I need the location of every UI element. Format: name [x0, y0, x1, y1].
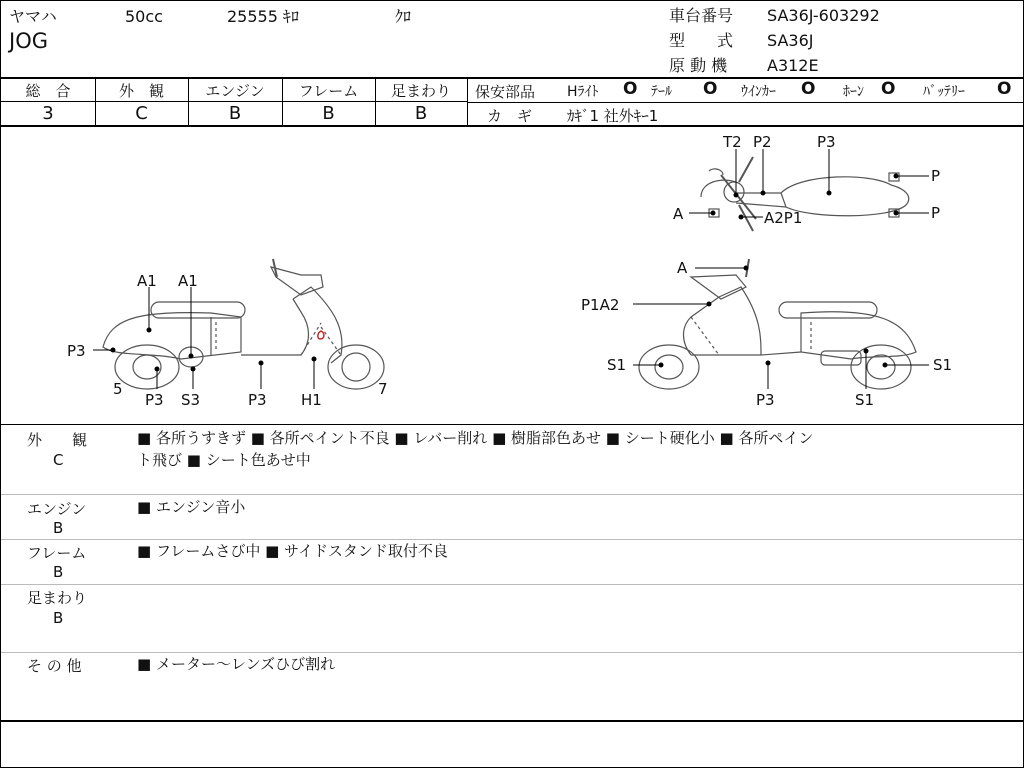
model-name: JOG — [9, 29, 48, 53]
divider — [467, 102, 1023, 103]
horn-label: ﾎｰﾝ — [843, 84, 864, 100]
safety-label: 保安部品 — [475, 83, 536, 101]
overall-label: 総 合 — [25, 82, 71, 100]
exterior-remark-line1: ■ 各所うすきず ■ 各所ペイント不良 ■ レバー削れ ■ 樹脂部色あせ ■ シート硬化小 ■ 各所ペイン — [137, 429, 814, 447]
frame-no-label: 車台番号 — [669, 6, 734, 25]
frame-no: SA36J-603292 — [767, 6, 880, 25]
taillight-label: ﾃｰﾙ — [651, 84, 672, 100]
diagram-label: S1 — [855, 391, 875, 409]
maker: ヤマハ — [9, 7, 57, 26]
color: ｸﾛ — [395, 7, 412, 26]
suspension-section-grade: B — [53, 609, 64, 627]
diagram-label: A1 — [178, 272, 198, 290]
frame-label: フレーム — [298, 82, 359, 100]
headlight-status: O — [623, 79, 638, 99]
key-value: ｶｷﾞ1 社外ｷｰ1 — [567, 107, 659, 125]
battery-status: O — [997, 79, 1012, 99]
engine-model: A312E — [767, 56, 819, 75]
displacement: 50cc — [125, 7, 163, 26]
engine-remark-line1: ■ エンジン音小 — [137, 498, 246, 516]
other-remark-line1: ■ メーター～レンズひび割れ — [137, 655, 336, 673]
divider — [1, 101, 467, 102]
mileage: 25555 ｷﾛ — [227, 7, 299, 26]
exterior-section-title: 外 観 — [27, 431, 88, 449]
suspension-grade: B — [414, 103, 428, 124]
engine-grade: B — [228, 103, 242, 124]
engine-section-title: エンジン — [27, 500, 87, 518]
diagram-label: T2 — [723, 133, 742, 151]
suspension-label: 足まわり — [390, 82, 451, 100]
diagram-label: P — [931, 167, 941, 185]
diagram-label: P1A2 — [581, 296, 620, 314]
exterior-grade: C — [135, 103, 148, 124]
frame-remark-line1: ■ フレームさび中 ■ サイドスタンド取付不良 — [137, 542, 448, 560]
frame-section-title: フレーム — [27, 544, 87, 562]
divider — [1, 494, 1023, 495]
diagram-label: P2 — [753, 133, 772, 151]
exterior-label: 外 観 — [118, 82, 164, 100]
divider — [1, 584, 1023, 585]
frame-grade: B — [322, 103, 335, 124]
right-side-scooter — [639, 259, 916, 389]
winker-status: O — [801, 79, 816, 99]
exterior-section-grade: C — [53, 451, 64, 469]
divider — [467, 78, 468, 125]
exterior-remark-line2: ト飛び ■ シート色あせ中 — [137, 451, 311, 469]
diagram-label: A2P1 — [764, 209, 803, 227]
divider — [1, 424, 1023, 425]
winker-label: ｳｲﾝｶｰ — [741, 84, 776, 100]
diagram-label: P3 — [67, 342, 86, 360]
type-label: 型 式 — [669, 31, 734, 50]
engine-label: エンジン — [205, 82, 265, 100]
engine-model-label: 原 動 機 — [669, 56, 728, 75]
diagram-label: P3 — [248, 391, 267, 409]
key-label: カ ギ — [487, 107, 533, 125]
overall-grade: 3 — [42, 103, 54, 124]
suspension-section-title: 足まわり — [27, 589, 88, 607]
diagram-label: A — [677, 259, 688, 277]
diagram-label: P3 — [756, 391, 775, 409]
diagram-label: A — [673, 205, 684, 223]
diagram-label: H1 — [301, 391, 322, 409]
diagram-label: S3 — [181, 391, 201, 409]
divider — [1, 720, 1023, 722]
red-damage-mark — [318, 331, 324, 339]
diagram-label: S1 — [933, 356, 953, 374]
type-value: SA36J — [767, 31, 814, 50]
diagram-label: S1 — [607, 356, 627, 374]
engine-section-grade: B — [53, 519, 64, 537]
other-section-title: そ の 他 — [27, 657, 82, 675]
diagram-label: P3 — [817, 133, 836, 151]
diagram-label: 5 — [113, 380, 123, 398]
headlight-label: Hﾗｲﾄ — [567, 84, 599, 100]
taillight-status: O — [703, 79, 718, 99]
horn-status: O — [881, 79, 896, 99]
damage-diagram — [1, 127, 1023, 423]
battery-label: ﾊﾞｯﾃﾘｰ — [923, 84, 965, 100]
diagram-label: P — [931, 204, 941, 222]
diagram-label: 7 — [378, 380, 388, 398]
divider — [1, 77, 1023, 79]
diagram-label: P3 — [145, 391, 164, 409]
diagram-label: A1 — [137, 272, 157, 290]
frame-section-grade: B — [53, 563, 64, 581]
top-view-scooter — [701, 157, 909, 231]
